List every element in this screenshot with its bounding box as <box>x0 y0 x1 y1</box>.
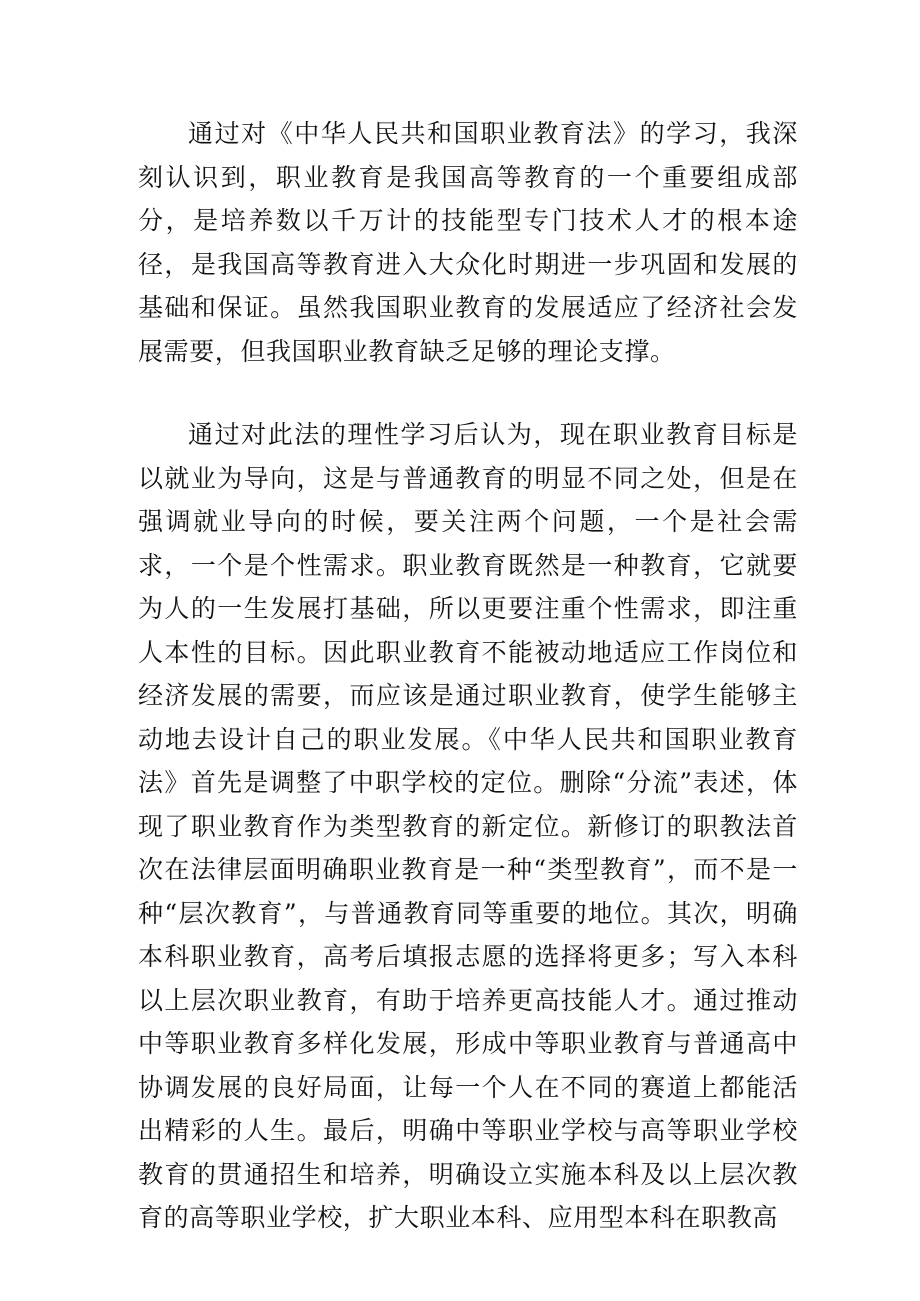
paragraph-1: 通过对《中华人民共和国职业教育法》的学习，我深刻认识到，职业教育是我国高等教育的一个重要组成部分，是培养数以千万计的技能型专门技术人才的根本途径，是我国高等教育进入大众化时期进一步巩固和发展的基础和保证。虽然我国职业教育的发展适应了经济社会发展需要，但我国职业教育缺乏足够的理论支撑。 <box>138 119 798 366</box>
paragraph-2: 通过对此法的理性学习后认为，现在职业教育目标是以就业为导向，这是与普通教育的明显不同之处，但是在强调就业导向的时候，要关注两个问题，一个是社会需求，一个是个性需求。职业教育既然是一种教育，它就要为人的一生发展打基础，所以更要注重个性需求，即注重人本性的目标。因此职业教育不能被动地适应工作岗位和经济发展的需要，而应该是通过职业教育，使学生能够主动地去设计自己的职业发展。《中华人民共和国职业教育法》首先是调整了中职学校的定位。删除“分流”表述，体现了职业教育作为类型教育的新定位。新修订的职教法首次在法律层面明确职业教育是一种“类型教育”，而不是一种“层次教育”，与普通教育同等重要的地位。其次，明确本科职业教育，高考后填报志愿的选择将更多；写入本科以上层次职业教育，有助于培养更高技能人才。通过推动中等职业教育多样化发展，形成中等职业教育与普通高中协调发展的良好局面，让每一个人在不同的赛道上都能活出精彩的人生。最后，明确中等职业学校与高等职业学校教育的贯通招生和培养，明确设立实施本科及以上层次教育的高等职业学校，扩大职业本科、应用型本科在职教高 <box>138 420 798 1232</box>
